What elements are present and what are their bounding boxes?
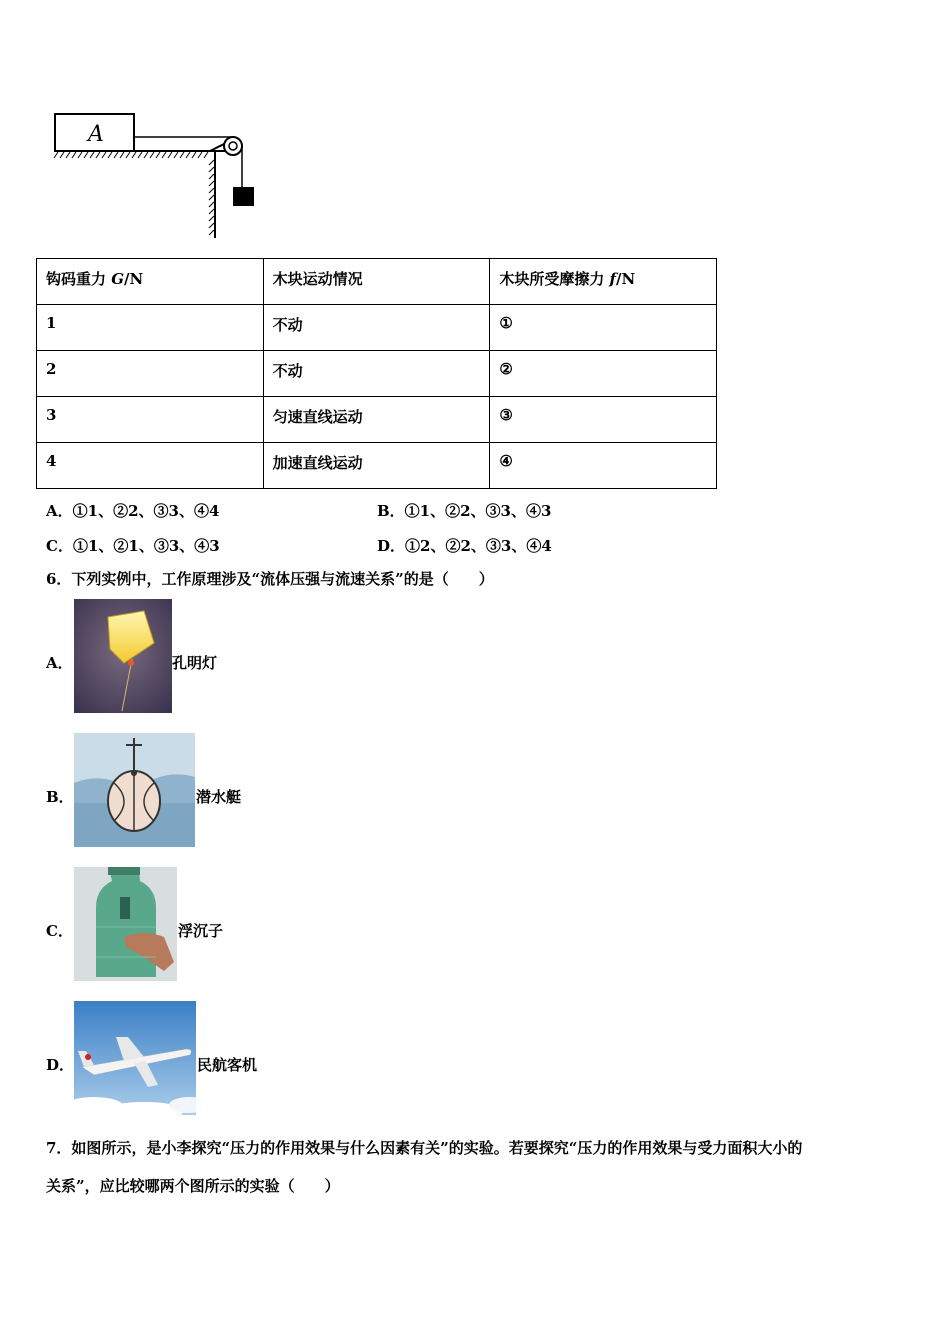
choice-d[interactable]: D．①2、②2、③3、④4 (377, 537, 552, 555)
table-header-row (37, 259, 717, 305)
question-7-line2: 关系”，应比较哪两个图所示的实验（ ） (46, 1177, 340, 1195)
table-cell: 3 (37, 397, 264, 443)
q6-option-b-label: 潜水艇 (196, 788, 242, 806)
table-cell: 1 (37, 305, 264, 351)
table-row (37, 397, 717, 443)
table-cell: 匀速直线运动 (263, 397, 490, 443)
q6-option-d-letter[interactable]: D． (46, 1056, 75, 1074)
table-row (37, 305, 717, 351)
q6-option-d-label: 民航客机 (197, 1056, 258, 1074)
table-cell: ① (490, 305, 717, 351)
q6-option-b-letter[interactable]: B． (46, 788, 74, 806)
q6-option-a-label: 孔明灯 (172, 654, 218, 672)
question-6-stem: 6．下列实例中，工作原理涉及“流体压强与流速关系”的是（ ） (46, 570, 494, 588)
table-row (37, 351, 717, 397)
pulley-block-diagram (50, 110, 270, 240)
q6-option-c-letter[interactable]: C． (46, 922, 73, 940)
q6-option-a-letter[interactable]: A． (46, 654, 73, 672)
block-label: A (88, 122, 104, 147)
cartesian-diver-image (74, 867, 177, 981)
choice-b[interactable]: B．①1、②2、③3、④3 (377, 502, 552, 520)
header-weight: 钩码重力 G/N (37, 259, 264, 305)
header-motion: 木块运动情况 (263, 259, 490, 305)
friction-data-table (36, 258, 717, 489)
submarine-image (74, 733, 195, 847)
table-cell: ② (490, 351, 717, 397)
table-row (37, 443, 717, 489)
choice-c[interactable]: C．①1、②1、③3、④3 (46, 537, 220, 555)
airliner-image (74, 1001, 196, 1115)
table-cell: 不动 (263, 305, 490, 351)
table-cell: ③ (490, 397, 717, 443)
table-cell: 2 (37, 351, 264, 397)
sky-lantern-image (74, 599, 172, 713)
table-cell: 4 (37, 443, 264, 489)
q6-option-c-label: 浮沉子 (178, 922, 224, 940)
table-cell: 加速直线运动 (263, 443, 490, 489)
table-cell: ④ (490, 443, 717, 489)
header-friction: 木块所受摩擦力 f/N (490, 259, 717, 305)
table-cell: 不动 (263, 351, 490, 397)
choice-a[interactable]: A．①1、②2、③3、④4 (46, 502, 220, 520)
question-7-line1: 7．如图所示，是小李探究“压力的作用效果与什么因素有关”的实验。若要探究“压力的作用效果与受力面积大小的 (46, 1139, 803, 1157)
